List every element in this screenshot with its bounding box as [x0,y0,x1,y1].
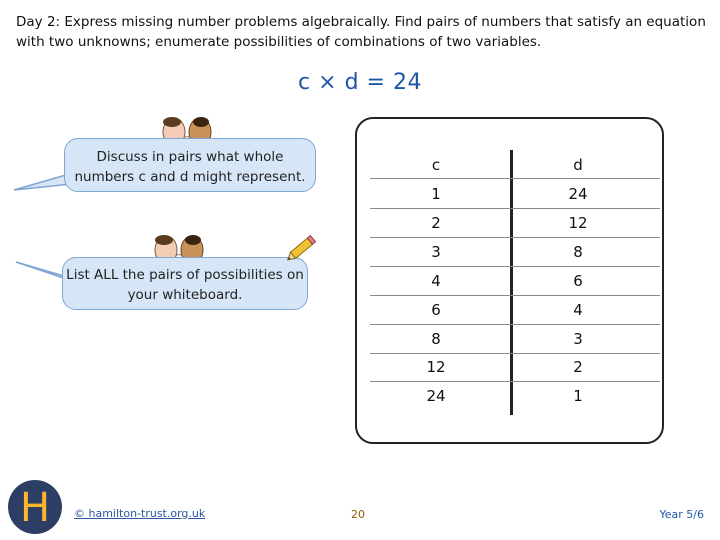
table-cell-d: 6 [573,271,583,290]
table-header-d: d [573,156,583,174]
hamilton-logo [6,478,64,536]
table-row-separator [370,237,660,238]
table-header-separator [370,178,660,179]
table-header-c: c [431,156,441,174]
table-cell-d: 12 [568,213,588,232]
table-column-divider [510,150,513,415]
table-row-separator [370,266,660,267]
table-cell-c: 2 [431,213,441,232]
table-cell-d: 24 [568,185,588,203]
equation-title: c × d = 24 [298,70,422,95]
copyright-link[interactable]: © hamilton-trust.org.uk [74,507,206,520]
table-cell-d: 3 [573,329,583,348]
table-cell-c: 4 [431,271,441,290]
table-cell-d: 1 [573,387,583,406]
year-label: Year 5/6 [659,508,704,521]
table-cell-c: 12 [426,358,446,377]
pencil-icon [286,230,320,264]
table-cell-c: 1 [431,185,441,203]
table-cell-c: 6 [431,300,441,319]
logo-letter: H [19,485,51,531]
list-speech-bubble [62,257,308,310]
table-row-separator [370,353,660,354]
table-cell-c: 24 [426,387,446,406]
table-row-separator [370,295,660,296]
lesson-heading: Day 2: Express missing number problems algebraically. Find pairs of numbers that satisfy an equation with two unknowns; enumerate possibilities of combinations of two variables. [16,14,706,50]
table-cell-d: 4 [573,300,583,319]
table-row-separator [370,381,660,382]
table-row-separator [370,208,660,209]
discuss-text: Discuss in pairs what whole numbers c and d might represent. [74,149,306,185]
list-text: List ALL the pairs of possibilities on your whiteboard. [66,267,304,303]
table-row-separator [370,324,660,325]
table-cell-c: 8 [431,329,441,348]
page-number: 20 [351,508,365,521]
discuss-speech-bubble [64,138,316,192]
table-cell-c: 3 [431,242,441,261]
table-cell-d: 8 [573,242,583,261]
table-cell-d: 2 [573,358,583,377]
